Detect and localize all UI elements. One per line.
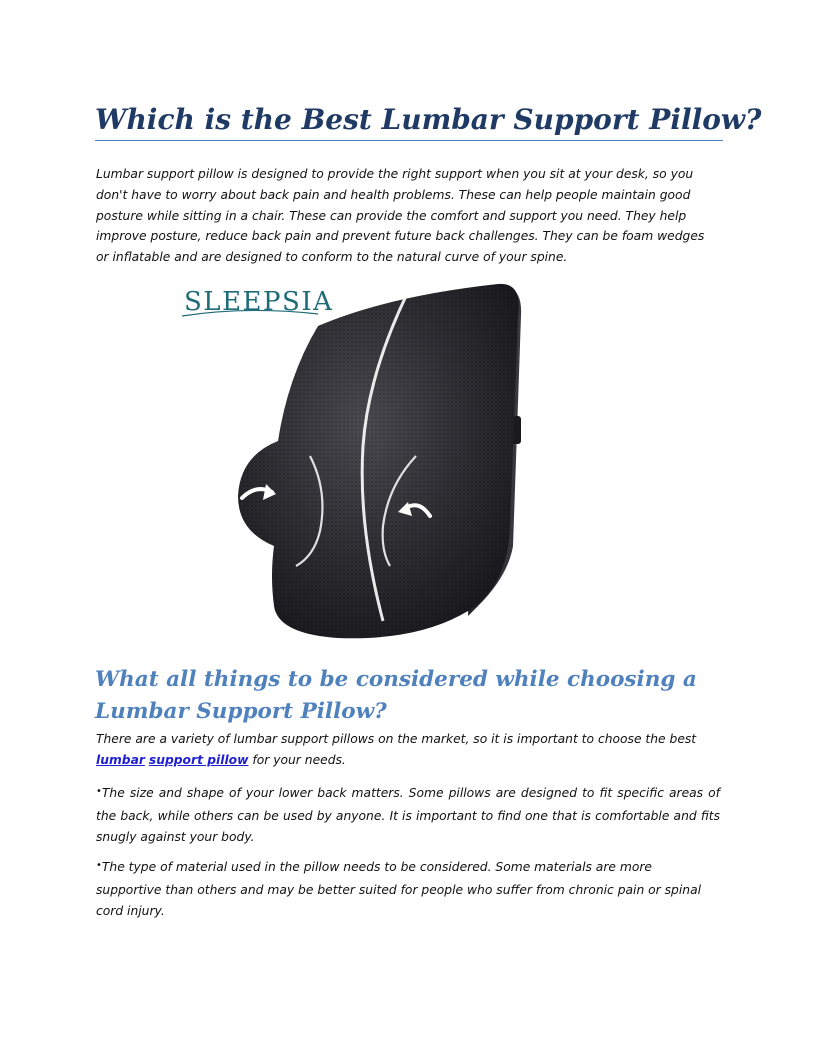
product-image [178, 276, 528, 646]
section-lead-end: for your needs. [248, 752, 346, 767]
intro-paragraph: Lumbar support pillow is designed to provide the right support when you sit at your desk, so you don't have to worry about back pain and health problems. These can help people maintain good posture while sitting in a chair. These can provide the comfort and support you need. They help improve posture, reduce back pain and prevent future back challenges. They can be foam wedges or inflatable and are designed to conform to the natural curve of your spine. [96, 167, 705, 265]
bullet-item-material [96, 857, 720, 921]
section-lead-text: There are a variety of lumbar support pillows on the market, so it is important to choose the best [96, 732, 697, 746]
bullet-item-size [96, 783, 720, 847]
section-lead-paragraph [96, 729, 718, 771]
lumbar-pillow-illustration [178, 276, 528, 646]
bullet-text: The type of material used in the pillow needs to be considered. Some materials are more supportive than others and may be better suited for people who suffer from chronic pain or spinal cord injury. [96, 860, 702, 918]
page-title: Which is the Best Lumbar Support Pillow? [95, 100, 723, 141]
bullet-text: The size and shape of your lower back matters. Some pillows are designed to fit specific areas of the back, while others can be used by anyone. It is important to find one that is comfortable and fits snugly against your body. [96, 786, 720, 844]
section-heading: What all things to be considered while choosing a Lumbar Support Pillow? [95, 667, 697, 724]
bullet-mark: • [96, 786, 102, 797]
brand-logo: SLEEPSIA [184, 287, 334, 317]
lumbar-link[interactable]: lumbar [96, 752, 145, 767]
bullet-mark: • [96, 860, 102, 871]
support-pillow-link[interactable]: support pillow [148, 752, 249, 767]
